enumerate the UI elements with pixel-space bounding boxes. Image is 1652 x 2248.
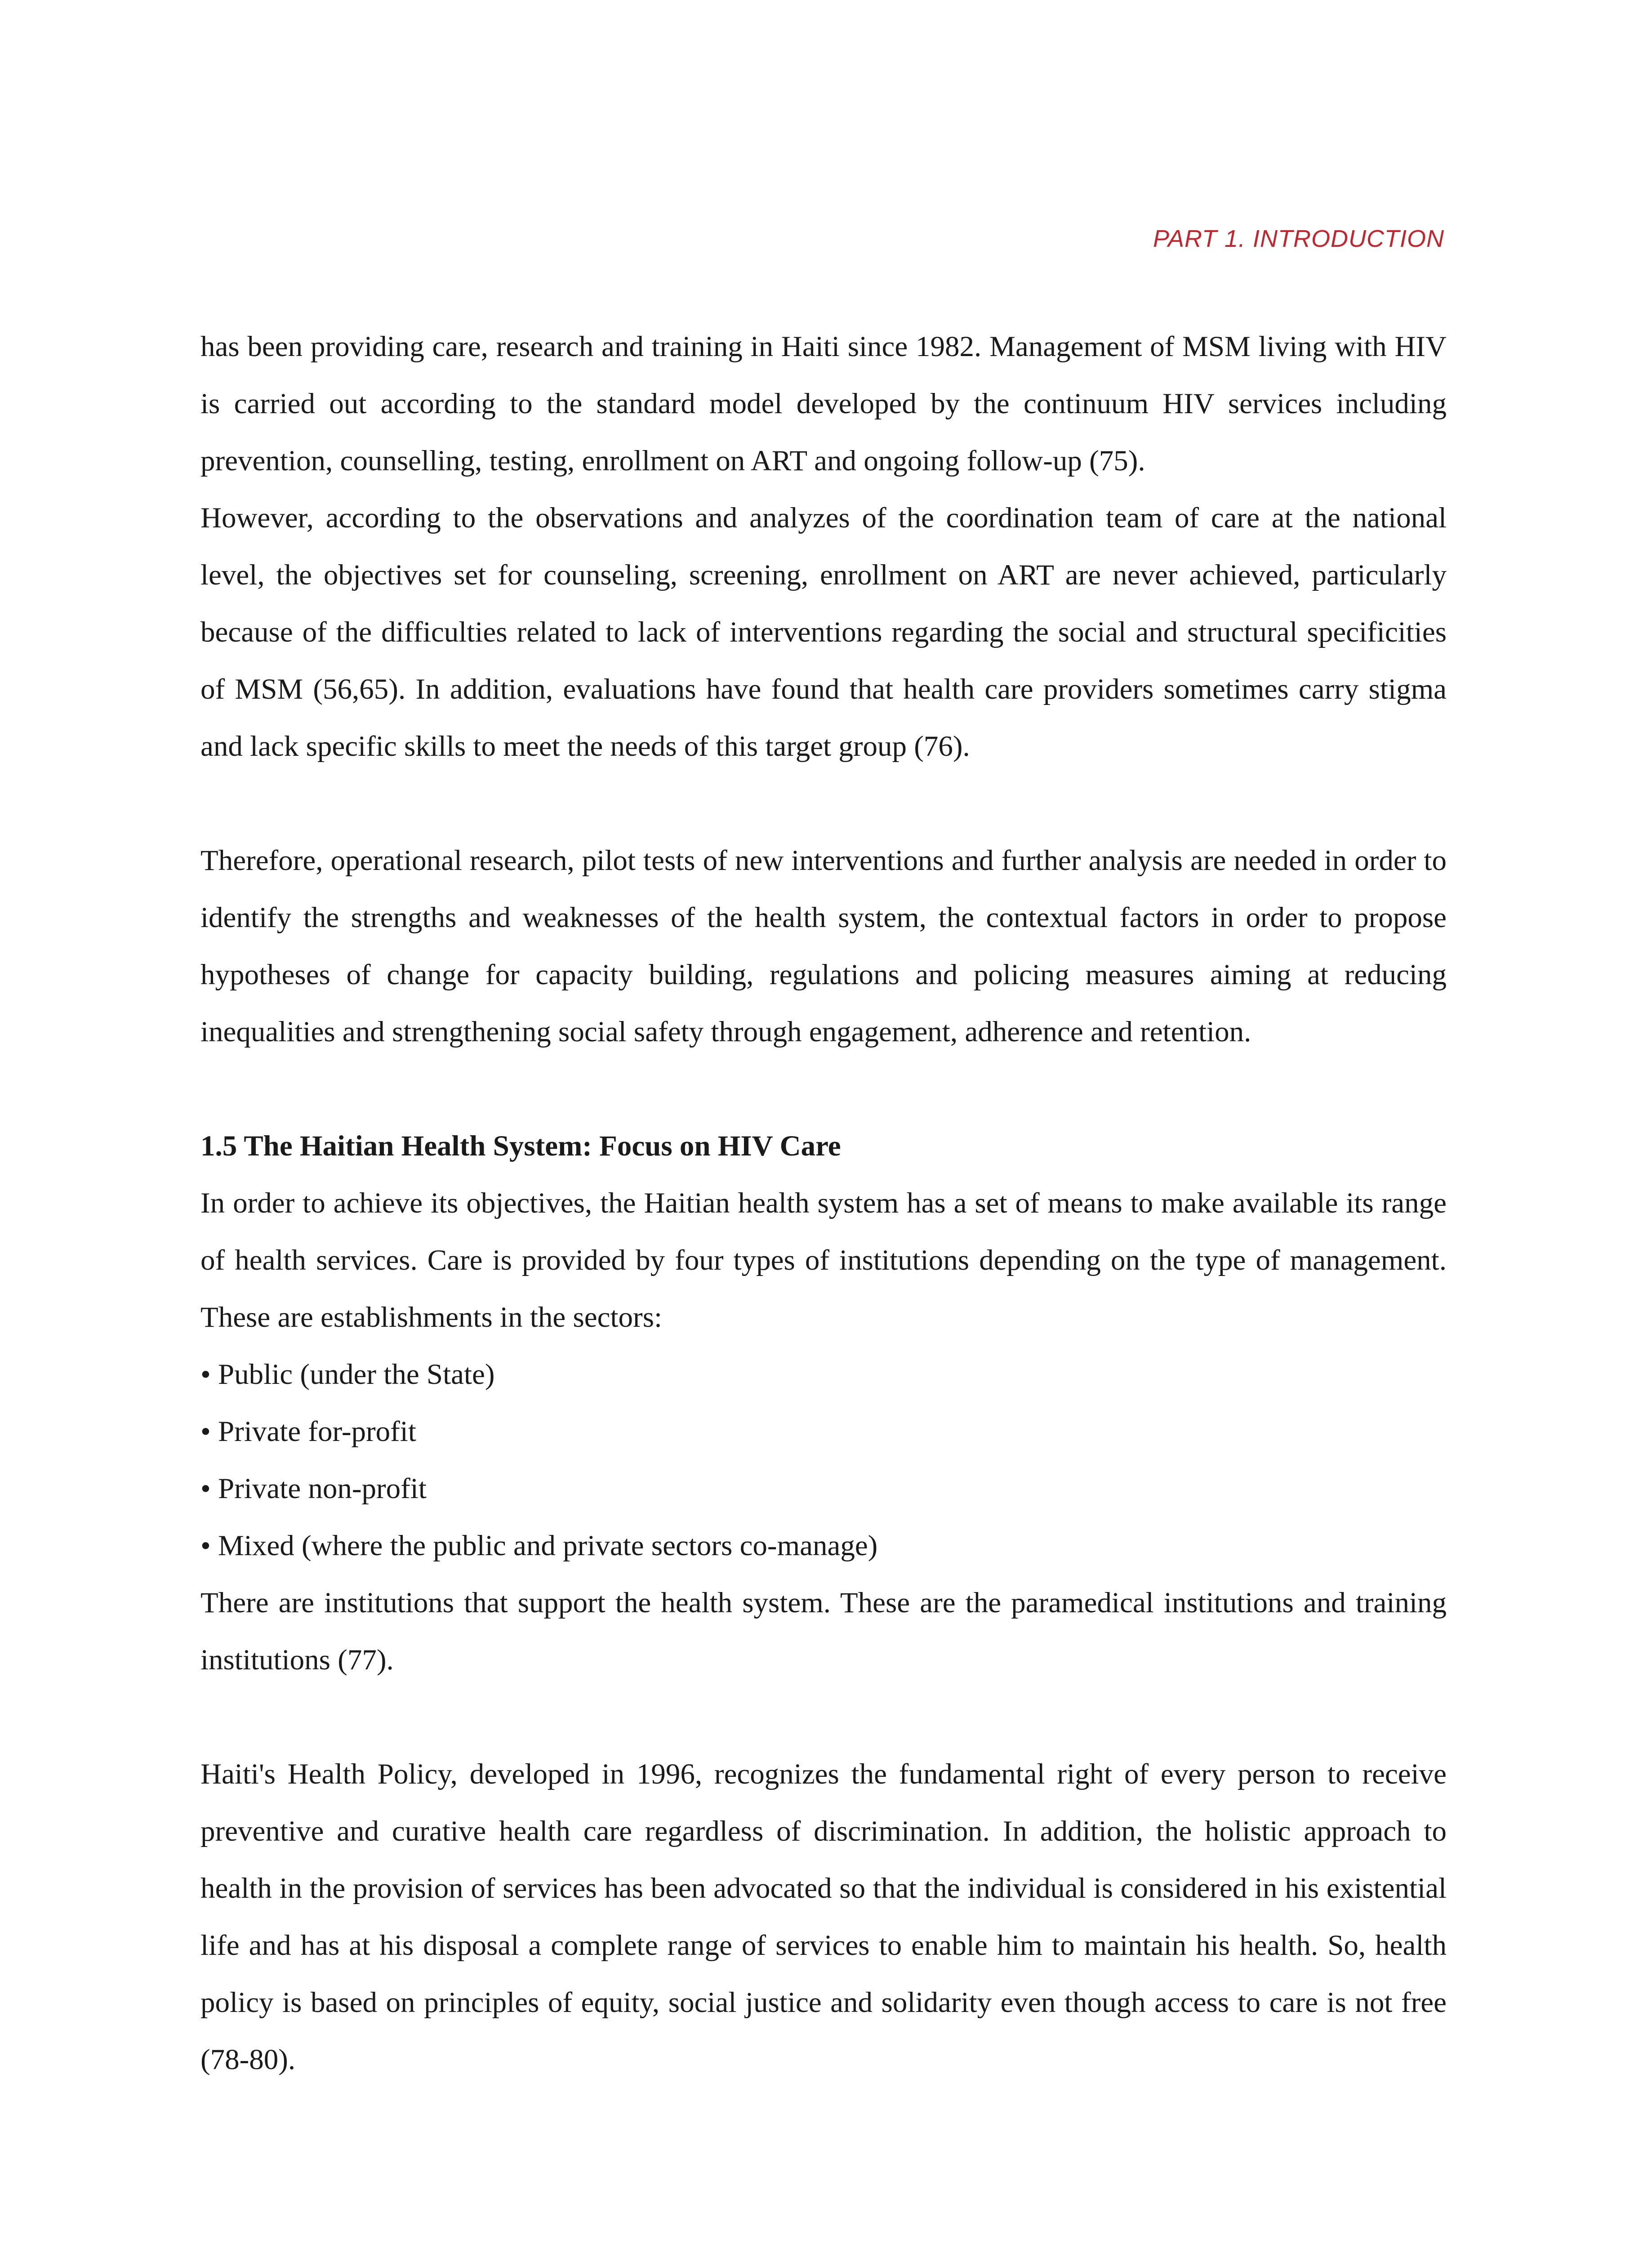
body-text: [200, 318, 1447, 2088]
paragraph-spacer: [200, 775, 1447, 832]
list-item: • Mixed (where the public and private sectors co-manage): [200, 1530, 878, 1562]
list-item: • Public (under the State): [200, 1358, 495, 1391]
paragraph-spacer: [200, 1061, 1447, 1118]
section-heading: 1.5 The Haitian Health System: Focus on HIV Care: [200, 1130, 841, 1162]
paragraph-operational-research: Therefore, operational research, pilot tests of new interventions and further analysis are needed in order to identify the strengths and weaknesses of the health system, the contextual factors in order to propose hypotheses of change for capacity building, regulations and policing measures aiming at reducing inequalities and strengthening social safety through engagement, adherence and retention.: [200, 844, 1447, 1048]
paragraph-health-policy: Haiti's Health Policy, developed in 1996, recognizes the fundamental right of every person to receive preventive and curative health care regardless of discrimination. In addition, the holistic approach to health in the provision of services has been advocated so that the individual is considered in his existential life and has at his disposal a complete range of services to enable him to maintain his health. So, health policy is based on principles of equity, social justice and solidarity even though access to care is not free (78-80).: [200, 1758, 1447, 2076]
list-item: • Private non-profit: [200, 1472, 427, 1505]
paragraph-observations: However, according to the observations and analyzes of the coordination team of care at the national level, the objectives set for counseling, screening, enrollment on ART are never achieved, particularly because of the difficulties related to lack of interventions regarding the social and structural specificities of MSM (56,65). In addition, evaluations have found that health care providers sometimes carry stigma and lack specific skills to meet the needs of this target group (76).: [200, 502, 1447, 763]
paragraph-spacer: [200, 1689, 1447, 1746]
running-header: PART 1. INTRODUCTION: [1153, 225, 1444, 252]
sector-list: [200, 1346, 1447, 1574]
paragraph-health-system: In order to achieve its objectives, the Haitian health system has a set of means to make available its range of health services. Care is provided by four types of institutions depending on the type of management. These are establishments in the sectors:: [200, 1187, 1447, 1334]
paragraph-continuation: has been providing care, research and training in Haiti since 1982. Management of MSM living with HIV is carried out according to the standard model developed by the continuum HIV services including prevention, counselling, testing, enrollment on ART and ongoing follow-up (75).: [200, 330, 1447, 477]
paragraph-support-institutions: There are institutions that support the health system. These are the paramedical institutions and training institutions (77).: [200, 1587, 1447, 1676]
list-item: • Private for-profit: [200, 1415, 416, 1448]
